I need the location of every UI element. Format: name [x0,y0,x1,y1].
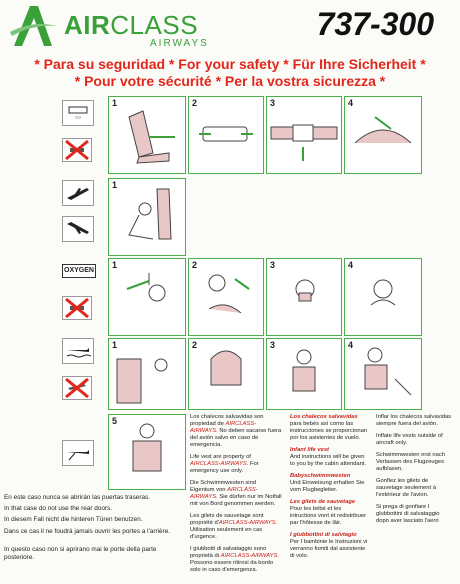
note-en: In that case do not use the rear doors. [4,505,112,512]
airclass-logo-icon [8,2,58,48]
aircraft-model: 737-300 [316,6,434,42]
slide-evacuation-plane-icon [62,440,94,466]
panel-lifevest-1: 1 [108,338,186,410]
landing-plane-icon [62,216,94,242]
panel-lifevest-2: 2 [188,338,264,410]
text-column-3: Inflar los chalecos salvavidas siempre fuera del avión. Inflate life vests outside of aircraft only. Schwimmwesten erst nach Verlassen des Flugzeuges aufblasen. Gonflez les gilets de sauvetage seulement à l'extérieur de l'avion. Si prega di gonfiare I glubbottini di salvataggio dopo aver lasciato l'aero [376,414,452,524]
panel-seatbelt-3: 3 [266,96,342,174]
oxygen-label: OXYGEN [62,264,96,278]
takeoff-plane-icon [62,180,94,206]
no-smoking-oxygen-icon [62,296,92,320]
svg-text:○○: ○○ [74,115,82,121]
safety-line-2: * Pour votre sécurité * Per la vostra sicurezza * [74,73,386,89]
note-it: In questo caso non si aprirano mai le porte della parte posteriore. [4,546,157,561]
text-column-1: Los chalecos salvavidas son propiedad de AIRCLASS-AIRWAYS. No deben sacarse fuera del avión salvo en caso de emergencia. Life vest are property of AIRCLASS-AIRWAYS. For emergency use only. Die Schwimmwesten sind Eigentum von AIRCLASS-AIRWAYS. Sie dürfen nur im Notfall mit von Bord genommen werden. Les gilets de sauvetage sont propriété d'AIRCLASS-AIRWAYS. Utilisation seulement en cas d'urgence. I giubbotti di salvataggio sono proprietà di AIRCLASS-AIRWAYS. Possono essere ritirosi da bordo solo in caso d'emergenza. [190,414,282,573]
panel-lifevest-5: 5 [108,414,186,490]
panel-seatbelt-4: 4 [344,96,422,174]
panel-lifevest-3: 3 [266,338,342,410]
panel-oxygen-2: 2 [188,258,264,336]
note-de: In diesem Fall nicht die hinteren Türen benutzen. [4,516,143,523]
panel-brace-position: 1 [108,178,186,256]
brand-airways: AIRWAYS [150,38,209,49]
panel-oxygen-3: 3 [266,258,342,336]
note-fr: Dans ce cas il ne foudrá jamais ouvrir les portes a l'arrière. [4,528,171,535]
safety-line-1: * Para su seguridad * For your safety * Für Ihre Sicherheit * [34,56,426,72]
panel-seatbelt-2: 2 [188,96,264,174]
panel-seatbelt-1: 1 [108,96,186,174]
panel-lifevest-4: 4 [344,338,422,410]
panel-oxygen-1: 1 [108,258,186,336]
water-ditching-plane-icon [62,338,94,364]
text-column-2: Los chalecos salvavidas para bebés así como las instrucciones se proporcionan por los asistentes de vuelo. Infant life vest And instructions will be given to you by the cabin attendant. Babyschwimmwesten Und Einweisung erhalten Sie vom Flugbegleiter. Les gilets de sauvetage Pour les bébé et les intructions vont ét redistribuer par l'hôtesse de lâir. I giubbottini di salvtagio Per I bambinie le Instruzioni vi verranno fomiti dal assistente di volo. [290,414,368,559]
no-smoking-icon [62,138,92,162]
note-es: En este caso nunca se abrirán las puertas traseras. [4,494,150,501]
no-inflate-inside-icon [62,376,92,400]
panel-oxygen-4: 4 [344,258,422,336]
seatbelt-sign-icon [62,100,94,126]
brand-name: AIRCLASS [64,10,199,40]
